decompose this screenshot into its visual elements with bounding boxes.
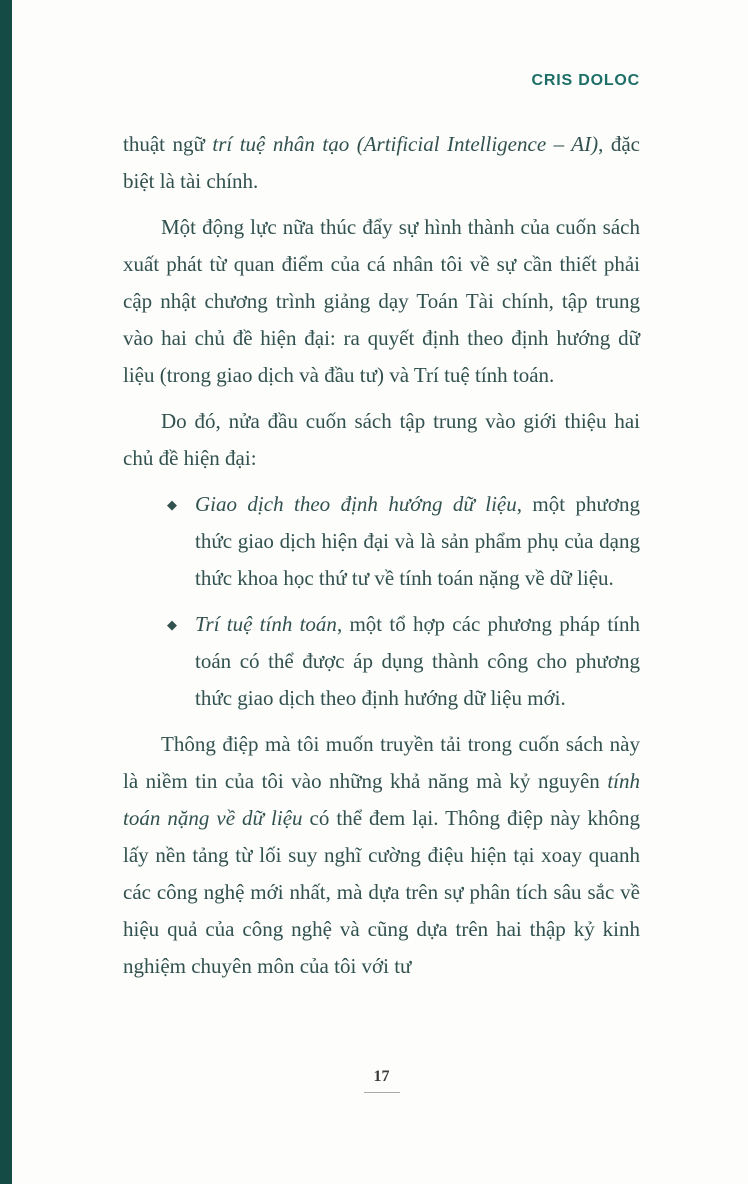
text-run-italic: Trí tuệ tính toán [195, 612, 337, 636]
bullet-diamond-icon: ◆ [167, 618, 177, 633]
text-run-italic: Giao dịch theo định hướng dữ liệu [195, 492, 517, 516]
text-run: Một động lực nữa thúc đẩy sự hình thành của cuốn sách xuất phát từ quan điểm của cá nhân tôi về sự cần thiết phải cập nhật chương trình giảng dạy Toán Tài chính, tập trung vào hai chủ đề hiện đại: ra quyết định theo định hướng dữ liệu (trong giao dịch và đầu tư) và Trí tuệ tính toán. [123, 215, 640, 387]
list-item-text [195, 612, 640, 710]
text-run-italic: trí tuệ nhân tạo (Artificial Intelligence – AI) [212, 132, 599, 156]
text-run: Do đó, nửa đầu cuốn sách tập trung vào giới thiệu hai chủ đề hiện đại: [123, 409, 640, 470]
text-run: , một phương thức giao dịch hiện đại và là sản phẩm phụ của dạng thức khoa học thứ tư về tính toán nặng về dữ liệu. [195, 492, 641, 590]
paragraph-message [123, 726, 640, 985]
paragraph-continuation [123, 126, 640, 200]
author-name: CRIS DOLOC [531, 72, 640, 89]
running-header [123, 72, 640, 90]
paragraph-intro-topics [123, 403, 640, 477]
page-footer [123, 1068, 640, 1093]
spine-accent-bar [0, 0, 12, 1184]
text-run: Thông điệp mà tôi muốn truyền tải trong cuốn sách này là niềm tin của tôi vào những khả năng mà kỷ nguyên [123, 732, 640, 793]
bullet-diamond-icon: ◆ [167, 498, 177, 513]
page-number: 17 [373, 1068, 390, 1085]
text-run: có thể đem lại. Thông điệp này không lấy nền tảng từ lối suy nghĩ cường điệu hiện tại xoay quanh các công nghệ mới nhất, mà dựa trên sự phân tích sâu sắc về hiệu quả của công nghệ và cũng dựa trên hai thập kỷ kinh nghiệm chuyên môn của tôi với tư [123, 806, 640, 978]
text-run: , đặc biệt là tài chính. [123, 132, 640, 193]
text-run: , một tổ hợp các phương pháp tính toán có thể được áp dụng thành công cho phương thức giao dịch theo định hướng dữ liệu mới. [195, 612, 640, 710]
list-item-data-driven-trading [167, 486, 640, 597]
text-run: thuật ngữ [123, 132, 213, 156]
page-body [123, 126, 640, 994]
list-item-text [195, 492, 640, 590]
paragraph-motivation [123, 209, 640, 394]
footer-rule [364, 1092, 400, 1093]
list-item-computational-intelligence [167, 606, 640, 717]
bullet-list [123, 486, 640, 717]
text-run-italic: tính toán nặng về dữ liệu [123, 769, 640, 830]
